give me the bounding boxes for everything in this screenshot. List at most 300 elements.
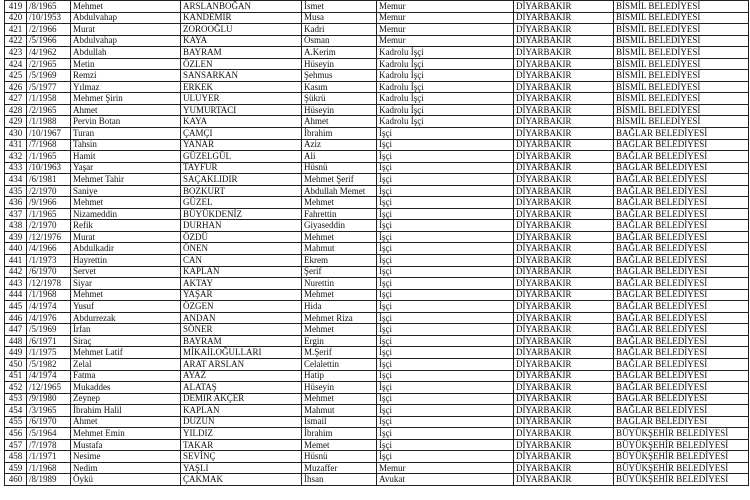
birth-date-cell: /5/1977 [27,81,71,93]
table-row [5,58,749,70]
institution-cell: BÜYÜKŞEHİR BELEDİYESİ [614,439,749,451]
job-title-cell: İşçi [377,405,514,417]
father-name-cell: Ahmet [302,116,377,128]
first-name-cell: Mehmet Emin [71,428,181,440]
institution-cell: BİSMİL BELEDİYESİ [614,12,749,24]
institution-cell: BİSMİL BELEDİYESİ [614,93,749,105]
city-cell: DİYARBAKIR [514,335,614,347]
institution-cell: BİSMİL BELEDİYESİ [614,1,749,13]
city-cell: DİYARBAKIR [514,358,614,370]
institution-cell: BAĞLAR BELEDİYESİ [614,231,749,243]
table-row [5,220,749,232]
father-name-cell: İhsan [302,474,377,486]
table-row [5,139,749,151]
table-row [5,451,749,463]
first-name-cell: Abdulvahap [71,12,181,24]
institution-cell: BAĞLAR BELEDİYESİ [614,139,749,151]
row-number-cell: 450 [5,358,27,370]
father-name-cell: Nurettin [302,278,377,290]
row-number-cell: 453 [5,393,27,405]
city-cell: DİYARBAKIR [514,220,614,232]
father-name-cell: İsmet [302,1,377,13]
institution-cell: BAĞLAR BELEDİYESİ [614,312,749,324]
city-cell: DİYARBAKIR [514,474,614,486]
job-title-cell: İşçi [377,289,514,301]
surname-cell: YANAR [181,139,302,151]
table-row [5,370,749,382]
city-cell: DİYARBAKIR [514,324,614,336]
city-cell: DİYARBAKIR [514,139,614,151]
surname-cell: YUMURTACI [181,104,302,116]
row-number-cell: 446 [5,312,27,324]
table-body [5,1,749,486]
job-title-cell: Memur [377,12,514,24]
institution-cell: BAĞLAR BELEDİYESİ [614,301,749,313]
surname-cell: DURHAN [181,220,302,232]
job-title-cell: İşçi [377,335,514,347]
first-name-cell: Pervin Botan [71,116,181,128]
father-name-cell: Şerif [302,266,377,278]
row-number-cell: 436 [5,197,27,209]
first-name-cell: Mehmet Şirin [71,93,181,105]
first-name-cell: Tahsin [71,139,181,151]
surname-cell: ÖZGEN [181,301,302,313]
job-title-cell: Kadrolu İşçi [377,81,514,93]
surname-cell: ULUYER [181,93,302,105]
birth-date-cell: /1/1965 [27,208,71,220]
father-name-cell: Abdullah Memet [302,185,377,197]
row-number-cell: 426 [5,81,27,93]
table-row [5,439,749,451]
surname-cell: KAYA [181,35,302,47]
birth-date-cell: /5/1969 [27,70,71,82]
table-row [5,405,749,417]
father-name-cell: Osman [302,35,377,47]
birth-date-cell: /2/1966 [27,24,71,36]
row-number-cell: 448 [5,335,27,347]
city-cell: DİYARBAKIR [514,405,614,417]
birth-date-cell: /2/1965 [27,58,71,70]
birth-date-cell: /4/1974 [27,301,71,313]
city-cell: DİYARBAKIR [514,162,614,174]
institution-cell: BAĞLAR BELEDİYESİ [614,324,749,336]
city-cell: DİYARBAKIR [514,116,614,128]
table-row [5,324,749,336]
father-name-cell: Mehmet [302,393,377,405]
job-title-cell: Memur [377,35,514,47]
surname-cell: MİKAİLOĞULLARI [181,347,302,359]
table-row [5,301,749,313]
job-title-cell: İşçi [377,162,514,174]
job-title-cell: Avukat [377,474,514,486]
surname-cell: YAŞLI [181,462,302,474]
personnel-table [4,0,749,486]
institution-cell: BİSMİL BELEDİYESİ [614,81,749,93]
row-number-cell: 447 [5,324,27,336]
first-name-cell: Nizameddin [71,208,181,220]
table-row [5,231,749,243]
institution-cell: BAĞLAR BELEDİYESİ [614,128,749,140]
job-title-cell: İşçi [377,324,514,336]
table-row [5,47,749,59]
row-number-cell: 429 [5,116,27,128]
father-name-cell: Hatip [302,370,377,382]
table-row [5,1,749,13]
row-number-cell: 454 [5,405,27,417]
job-title-cell: Memur [377,462,514,474]
birth-date-cell: /4/1974 [27,370,71,382]
father-name-cell: Aziz [302,139,377,151]
father-name-cell: A.Kerim [302,47,377,59]
job-title-cell: İşçi [377,382,514,394]
institution-cell: BAĞLAR BELEDİYESİ [614,289,749,301]
birth-date-cell: /1/1958 [27,93,71,105]
row-number-cell: 432 [5,151,27,163]
surname-cell: TAKAR [181,439,302,451]
surname-cell: SAÇAKLIDIR [181,174,302,186]
father-name-cell: Hüseyin [302,104,377,116]
father-name-cell: Kadri [302,24,377,36]
birth-date-cell: /6/1981 [27,174,71,186]
table-row [5,382,749,394]
job-title-cell: İşçi [377,174,514,186]
birth-date-cell: /2/1970 [27,185,71,197]
job-title-cell: İşçi [377,231,514,243]
job-title-cell: İşçi [377,220,514,232]
row-number-cell: 440 [5,243,27,255]
father-name-cell: İbrahim [302,128,377,140]
job-title-cell: İşçi [377,139,514,151]
birth-date-cell: /5/1966 [27,35,71,47]
surname-cell: ÇAKMAK [181,474,302,486]
first-name-cell: Metin [71,58,181,70]
father-name-cell: Şehmus [302,70,377,82]
job-title-cell: Kadrolu İşçi [377,116,514,128]
job-title-cell: İşçi [377,266,514,278]
institution-cell: BAĞLAR BELEDİYESİ [614,220,749,232]
birth-date-cell: /6/1970 [27,266,71,278]
table-row [5,312,749,324]
row-number-cell: 424 [5,58,27,70]
surname-cell: BOZKURT [181,185,302,197]
surname-cell: AYAZ [181,370,302,382]
institution-cell: BAĞLAR BELEDİYESİ [614,197,749,209]
row-number-cell: 449 [5,347,27,359]
table-row [5,185,749,197]
birth-date-cell: /6/1971 [27,335,71,347]
surname-cell: BAYRAM [181,335,302,347]
birth-date-cell: /3/1965 [27,405,71,417]
surname-cell: ZOROOĞLU [181,24,302,36]
first-name-cell: Murat [71,24,181,36]
city-cell: DİYARBAKIR [514,312,614,324]
father-name-cell: M.Şerif [302,347,377,359]
surname-cell: DEMİR AKÇER [181,393,302,405]
city-cell: DİYARBAKIR [514,151,614,163]
father-name-cell: Mehmet Şerif [302,174,377,186]
surname-cell: GÜZELGÜL [181,151,302,163]
city-cell: DİYARBAKIR [514,24,614,36]
institution-cell: BAĞLAR BELEDİYESİ [614,358,749,370]
city-cell: DİYARBAKIR [514,382,614,394]
father-name-cell: Mehmet [302,324,377,336]
table-row [5,128,749,140]
job-title-cell: İşçi [377,428,514,440]
city-cell: DİYARBAKIR [514,231,614,243]
city-cell: DİYARBAKIR [514,128,614,140]
first-name-cell: Zelal [71,358,181,370]
table-row [5,278,749,290]
birth-date-cell: /7/1968 [27,139,71,151]
table-row [5,197,749,209]
row-number-cell: 459 [5,462,27,474]
table-row [5,462,749,474]
first-name-cell: Abdulkadir [71,243,181,255]
first-name-cell: Öykü [71,474,181,486]
father-name-cell: Mahmut [302,405,377,417]
city-cell: DİYARBAKIR [514,416,614,428]
row-number-cell: 422 [5,35,27,47]
first-name-cell: Yaşar [71,162,181,174]
city-cell: DİYARBAKIR [514,1,614,13]
city-cell: DİYARBAKIR [514,347,614,359]
institution-cell: BAĞLAR BELEDİYESİ [614,162,749,174]
institution-cell: BAĞLAR BELEDİYESİ [614,208,749,220]
city-cell: DİYARBAKIR [514,428,614,440]
surname-cell: ÖZLEN [181,58,302,70]
institution-cell: BİSMİL BELEDİYESİ [614,70,749,82]
city-cell: DİYARBAKIR [514,58,614,70]
row-number-cell: 428 [5,104,27,116]
city-cell: DİYARBAKIR [514,278,614,290]
surname-cell: ARAT ARSLAN [181,358,302,370]
job-title-cell: Memur [377,1,514,13]
table-row [5,81,749,93]
first-name-cell: Mukaddes [71,382,181,394]
institution-cell: BAĞLAR BELEDİYESİ [614,416,749,428]
city-cell: DİYARBAKIR [514,255,614,267]
row-number-cell: 439 [5,231,27,243]
first-name-cell: Yusuf [71,301,181,313]
birth-date-cell: /1/1968 [27,289,71,301]
job-title-cell: İşçi [377,208,514,220]
institution-cell: BAĞLAR BELEDİYESİ [614,347,749,359]
birth-date-cell: /5/1969 [27,324,71,336]
first-name-cell: Abdullah [71,47,181,59]
table-row [5,208,749,220]
surname-cell: YILDIZ [181,428,302,440]
father-name-cell: Mahmut [302,243,377,255]
first-name-cell: Servet [71,266,181,278]
table-row [5,255,749,267]
institution-cell: BİSMİL BELEDİYESİ [614,104,749,116]
father-name-cell: Mehmet Riza [302,312,377,324]
city-cell: DİYARBAKIR [514,462,614,474]
surname-cell: KAPLAN [181,266,302,278]
institution-cell: BİSMİL BELEDİYESİ [614,35,749,47]
first-name-cell: Refik [71,220,181,232]
father-name-cell: İsmail [302,416,377,428]
first-name-cell: İbrahim Halil [71,405,181,417]
table-row [5,428,749,440]
surname-cell: SÖNER [181,324,302,336]
first-name-cell: Mehmet [71,289,181,301]
first-name-cell: Abdurrezak [71,312,181,324]
first-name-cell: Mustafa [71,439,181,451]
father-name-cell: Memet [302,439,377,451]
surname-cell: TAYFUR [181,162,302,174]
father-name-cell: Mehmet [302,197,377,209]
job-title-cell: İşçi [377,312,514,324]
city-cell: DİYARBAKIR [514,439,614,451]
row-number-cell: 438 [5,220,27,232]
city-cell: DİYARBAKIR [514,81,614,93]
row-number-cell: 431 [5,139,27,151]
first-name-cell: Siyar [71,278,181,290]
father-name-cell: Giyaseddin [302,220,377,232]
surname-cell: SANSARKAN [181,70,302,82]
surname-cell: BAYRAM [181,47,302,59]
first-name-cell: Siraç [71,335,181,347]
row-number-cell: 442 [5,266,27,278]
city-cell: DİYARBAKIR [514,266,614,278]
surname-cell: BÜYÜKDENİZ [181,208,302,220]
surname-cell: SEVİNÇ [181,451,302,463]
table-row [5,35,749,47]
father-name-cell: Hüsnü [302,162,377,174]
city-cell: DİYARBAKIR [514,47,614,59]
row-number-cell: 421 [5,24,27,36]
table-row [5,116,749,128]
surname-cell: ANDAN [181,312,302,324]
birth-date-cell: /8/1965 [27,1,71,13]
job-title-cell: Kadrolu İşçi [377,58,514,70]
city-cell: DİYARBAKIR [514,70,614,82]
first-name-cell: Mehmet Tahir [71,174,181,186]
father-name-cell: Hida [302,301,377,313]
job-title-cell: İşçi [377,301,514,313]
first-name-cell: Nesime [71,451,181,463]
job-title-cell: Memur [377,24,514,36]
surname-cell: ERKEK [181,81,302,93]
table-row [5,12,749,24]
row-number-cell: 457 [5,439,27,451]
institution-cell: BÜYÜKŞEHİR BELEDİYESİ [614,462,749,474]
job-title-cell: İşçi [377,128,514,140]
city-cell: DİYARBAKIR [514,243,614,255]
father-name-cell: Muzaffer [302,462,377,474]
first-name-cell: Mehmet [71,197,181,209]
first-name-cell: Fatma [71,370,181,382]
row-number-cell: 437 [5,208,27,220]
birth-date-cell: /10/1967 [27,128,71,140]
institution-cell: BİSMİL BELEDİYESİ [614,47,749,59]
city-cell: DİYARBAKIR [514,197,614,209]
job-title-cell: İşçi [377,197,514,209]
city-cell: DİYARBAKIR [514,174,614,186]
first-name-cell: Ahmet [71,416,181,428]
birth-date-cell: /7/1978 [27,439,71,451]
birth-date-cell: /1/1975 [27,347,71,359]
table-row [5,93,749,105]
job-title-cell: İşçi [377,439,514,451]
father-name-cell: Celalettin [302,358,377,370]
table-row [5,266,749,278]
table-row [5,24,749,36]
job-title-cell: Kadrolu İşçi [377,93,514,105]
birth-date-cell: /1/1973 [27,255,71,267]
first-name-cell: Abdulvahap [71,35,181,47]
birth-date-cell: /6/1970 [27,416,71,428]
father-name-cell: Kasım [302,81,377,93]
birth-date-cell: /4/1962 [27,47,71,59]
institution-cell: BAĞLAR BELEDİYESİ [614,335,749,347]
surname-cell: GÜZEL [181,197,302,209]
father-name-cell: Mehmet [302,289,377,301]
birth-date-cell: /5/1982 [27,358,71,370]
row-number-cell: 452 [5,382,27,394]
city-cell: DİYARBAKIR [514,393,614,405]
row-number-cell: 460 [5,474,27,486]
father-name-cell: Musa [302,12,377,24]
row-number-cell: 443 [5,278,27,290]
institution-cell: BAĞLAR BELEDİYESİ [614,243,749,255]
job-title-cell: İşçi [377,255,514,267]
row-number-cell: 445 [5,301,27,313]
birth-date-cell: /10/1953 [27,12,71,24]
birth-date-cell: /2/1970 [27,220,71,232]
row-number-cell: 427 [5,93,27,105]
row-number-cell: 456 [5,428,27,440]
table-row [5,347,749,359]
institution-cell: BAĞLAR BELEDİYESİ [614,393,749,405]
first-name-cell: Hayrettin [71,255,181,267]
first-name-cell: Mehmet Latif [71,347,181,359]
institution-cell: BAĞLAR BELEDİYESİ [614,370,749,382]
institution-cell: BAĞLAR BELEDİYESİ [614,278,749,290]
surname-cell: KAPLAN [181,405,302,417]
job-title-cell: İşçi [377,151,514,163]
birth-date-cell: /12/1965 [27,382,71,394]
institution-cell: BAĞLAR BELEDİYESİ [614,405,749,417]
job-title-cell: İşçi [377,243,514,255]
institution-cell: BAĞLAR BELEDİYESİ [614,382,749,394]
table-row [5,289,749,301]
father-name-cell: Şükrü [302,93,377,105]
job-title-cell: İşçi [377,185,514,197]
father-name-cell: Mehmet [302,231,377,243]
row-number-cell: 420 [5,12,27,24]
birth-date-cell: /4/1966 [27,243,71,255]
row-number-cell: 444 [5,289,27,301]
row-number-cell: 434 [5,174,27,186]
surname-cell: ÖZDÜ [181,231,302,243]
birth-date-cell: /9/1980 [27,393,71,405]
table-row [5,162,749,174]
city-cell: DİYARBAKIR [514,12,614,24]
birth-date-cell: /12/1978 [27,278,71,290]
table-row [5,243,749,255]
first-name-cell: Remzi [71,70,181,82]
job-title-cell: İşçi [377,416,514,428]
row-number-cell: 425 [5,70,27,82]
city-cell: DİYARBAKIR [514,104,614,116]
table-row [5,151,749,163]
first-name-cell: Murat [71,231,181,243]
surname-cell: ALATAŞ [181,382,302,394]
first-name-cell: Nedim [71,462,181,474]
institution-cell: BAĞLAR BELEDİYESİ [614,174,749,186]
